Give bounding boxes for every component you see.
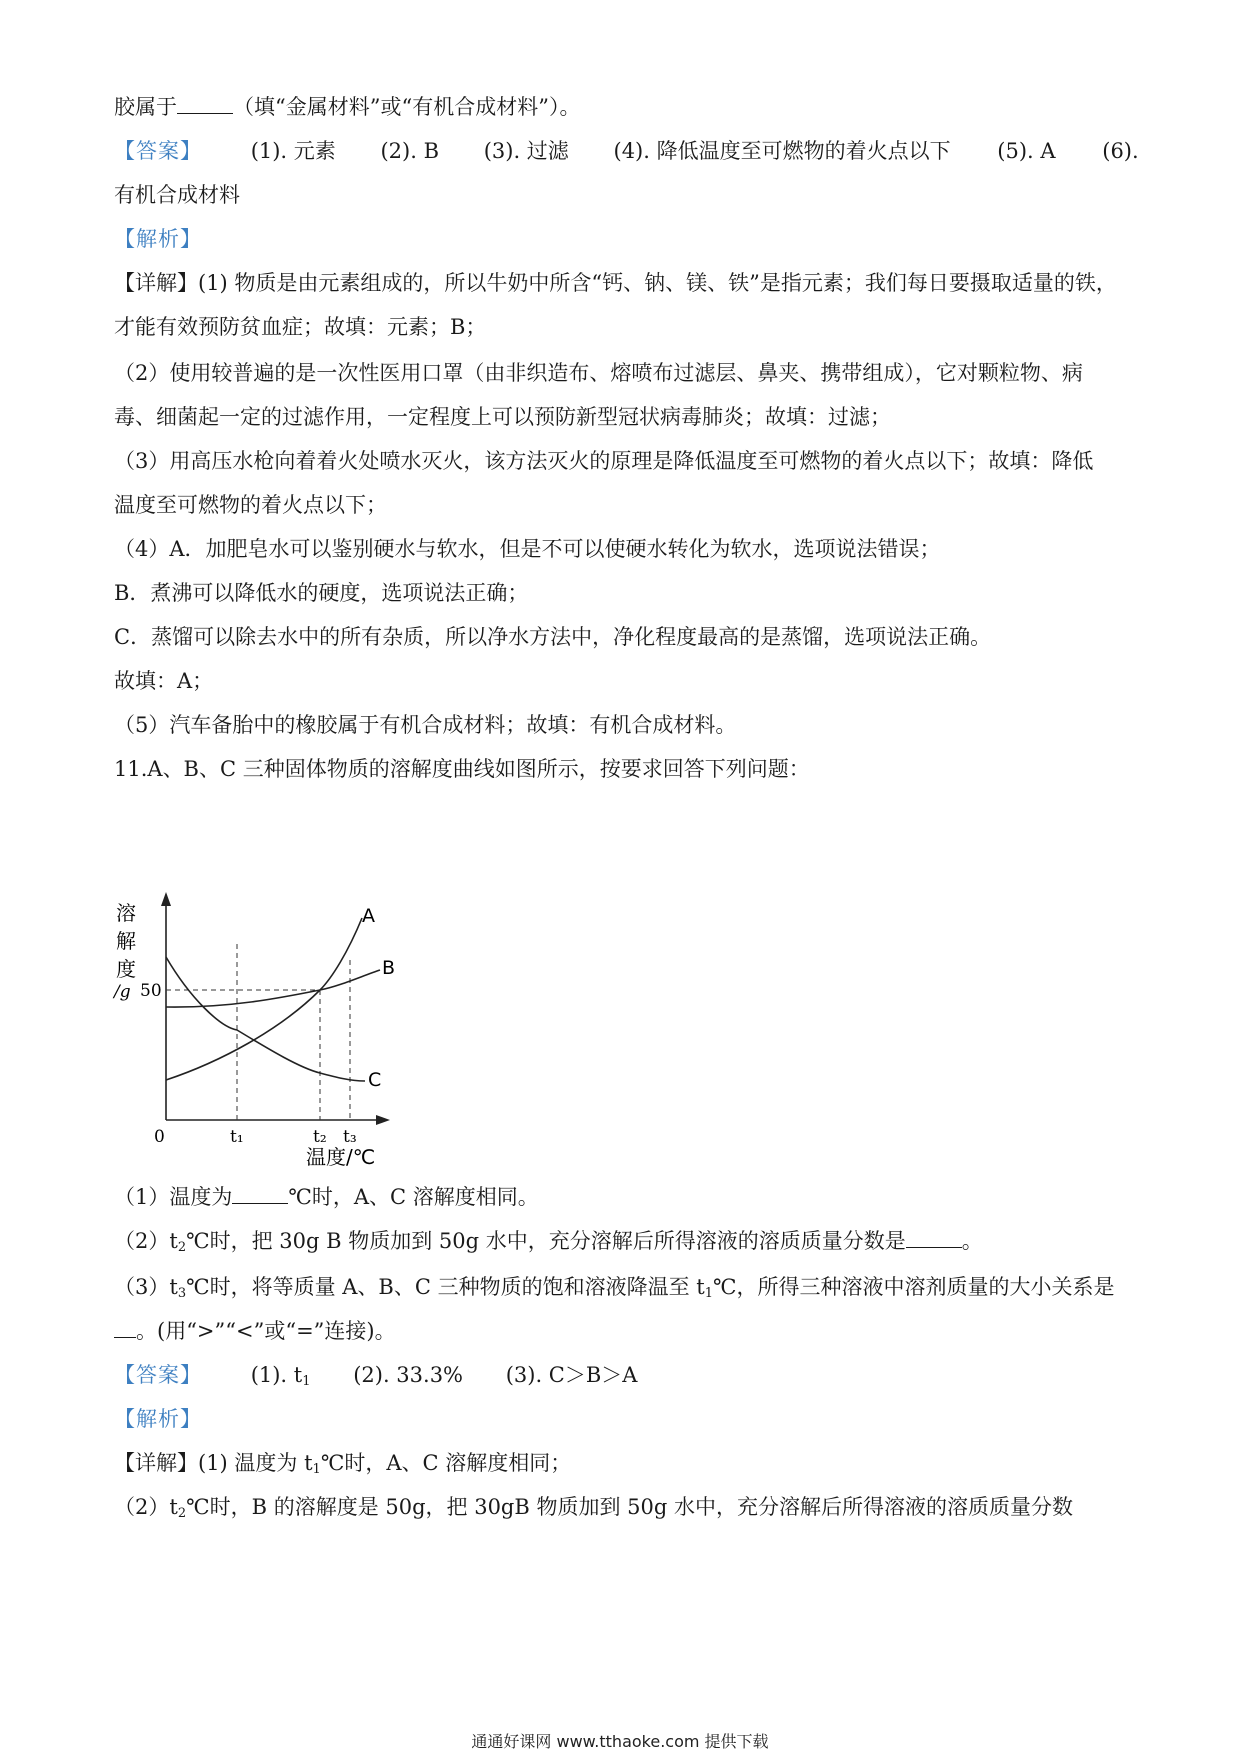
q10-answer-3: (3). 过滤 — [483, 139, 569, 163]
q11-detail-2-tail: ℃时，B 的溶解度是 50g，把 30gB 物质加到 50g 水中，充分溶解后所得溶液的溶质质量分数 — [186, 1495, 1073, 1519]
q10-detail-text: (1) 物质是由元素组成的，所以牛奶中所含“钙、钠、镁、铁”是指元素；我们每日要摄取适量的铁， — [198, 271, 1117, 295]
page-footer: 通通好课网 www.tthaoke.com 提供下载 — [471, 1732, 769, 1751]
q11-q2-text-tail: 。 — [961, 1229, 983, 1253]
q11-q2-text-mid: ℃时，把 30g B 物质加到 50g 水中，充分溶解后所得溶液的溶质质量分数是 — [186, 1229, 906, 1253]
q10-detail-line: 毒、细菌起一定的过滤作用，一定程度上可以预防新型冠状病毒肺炎；故填：过滤； — [114, 405, 891, 429]
subscript: 3 — [177, 1286, 187, 1301]
q10-answer-2: (2). B — [380, 139, 440, 163]
x-tick-t3: t₃ — [343, 1127, 357, 1147]
answer-blank — [114, 1317, 136, 1338]
y-axis-label-3: 度 — [116, 957, 136, 981]
q11-question-2 — [114, 1226, 983, 1263]
curve-b-label: B — [382, 957, 396, 979]
subscript: 1 — [312, 1462, 321, 1477]
detail-tag: 【详解】 — [114, 1451, 198, 1475]
curve-c — [166, 957, 365, 1081]
q11-answer-line — [114, 1360, 637, 1397]
q10-detail-line — [114, 268, 1117, 298]
answer-blank — [906, 1227, 962, 1248]
q11-q3-text-mid: ℃时，将等质量 A、B、C 三种物质的饱和溶液降温至 t — [186, 1275, 705, 1299]
q10-detail-line: B．煮沸可以降低水的硬度，选项说法正确； — [114, 581, 529, 605]
q10-answer-tail: 有机合成材料 — [114, 183, 240, 207]
q10-answer-4: (4). 降低温度至可燃物的着火点以下 — [613, 139, 951, 163]
q11-detail-line — [114, 1448, 571, 1485]
q11-question-3-cont — [114, 1316, 396, 1346]
q10-detail-line: （3）用高压水枪向着着火处喷水灭火，该方法灭火的原理是降低温度至可燃物的着火点以下；故填：降低 — [114, 449, 1094, 473]
subscript: 1 — [704, 1286, 713, 1301]
origin-label: 0 — [154, 1127, 165, 1147]
x-axis-label: 温度/℃ — [306, 1145, 376, 1169]
q11-q3-text-tail: 。(用“>”“<”或“=”连接)。 — [136, 1319, 396, 1343]
q11-q3-text: （3）t — [114, 1275, 178, 1299]
y-axis-label-unit: /g — [114, 982, 131, 1002]
curve-a-label: A — [362, 905, 375, 927]
q10-answer-1: (1). 元素 — [250, 139, 336, 163]
q11-answer-1 — [251, 1360, 311, 1397]
q10-detail-line: （2）使用较普遍的是一次性医用口罩（由非织造布、熔喷布过滤层、鼻夹、携带组成），它对颗粒物、病 — [114, 361, 1083, 385]
q10-answer-line — [114, 136, 1139, 166]
q10-detail-line: （5）汽车备胎中的橡胶属于有机合成材料；故填：有机合成材料。 — [114, 713, 737, 737]
subscript: 1 — [302, 1374, 311, 1389]
detail-tag: 【详解】 — [114, 271, 198, 295]
q10-fill-text: 胶属于 — [114, 95, 177, 119]
q11-answer-2: (2). 33.3% — [353, 1363, 464, 1387]
q10-detail-line: 故填：A； — [114, 669, 214, 693]
y-axis-arrow-icon — [161, 892, 171, 906]
q10-fill-line — [114, 92, 580, 122]
q10-answer-5: (5). A — [997, 139, 1056, 163]
solubility-chart — [110, 880, 430, 1170]
y-tick-50: 50 — [140, 981, 162, 1001]
x-tick-t1: t₁ — [230, 1127, 244, 1147]
q11-answer-1-text: (1). t — [250, 1363, 303, 1387]
q11-q3-text-mid2: ℃，所得三种溶液中溶剂质量的大小关系是 — [713, 1275, 1115, 1299]
subscript: 2 — [177, 1240, 187, 1255]
curve-c-label: C — [368, 1069, 382, 1091]
q11-detail-2: （2）t — [114, 1495, 178, 1519]
subscript: 2 — [177, 1506, 187, 1521]
answer-blank — [177, 93, 233, 114]
q11-q1-text: （1）温度为 — [114, 1185, 233, 1209]
q11-answer-3: (3). C＞B＞A — [505, 1363, 638, 1387]
y-axis-label-1: 溶 — [116, 901, 136, 925]
q11-question-1 — [114, 1182, 539, 1212]
q10-fill-hint: （填“金属材料”或“有机合成材料”）。 — [233, 95, 581, 119]
q10-detail-line: 才能有效预防贫血症；故填：元素；B； — [114, 315, 487, 339]
analysis-tag: 【解析】 — [114, 227, 202, 251]
q11-detail-line — [114, 1492, 1073, 1529]
q11-q1-text-tail: ℃时，A、C 溶解度相同。 — [288, 1185, 539, 1209]
q11-title: 11.A、B、C 三种固体物质的溶解度曲线如图所示，按要求回答下列问题： — [114, 757, 810, 781]
x-tick-t2: t₂ — [313, 1127, 327, 1147]
y-axis-label-2: 解 — [116, 929, 136, 953]
q10-detail-line: 温度至可燃物的着火点以下； — [114, 493, 387, 517]
answer-blank — [232, 1183, 288, 1204]
q11-detail-1: (1) 温度为 t — [198, 1451, 313, 1475]
analysis-tag: 【解析】 — [114, 1407, 202, 1431]
q10-detail-line: （4）A．加肥皂水可以鉴别硬水与软水，但是不可以使硬水转化为软水，选项说法错误； — [114, 537, 941, 561]
q10-detail-line: C．蒸馏可以除去水中的所有杂质，所以净水方法中，净化程度最高的是蒸馏，选项说法正确。 — [114, 625, 992, 649]
answer-tag: 【答案】 — [114, 1363, 202, 1387]
q11-q2-text: （2）t — [114, 1229, 178, 1253]
q10-answer-6: (6). — [1102, 139, 1139, 163]
answer-tag: 【答案】 — [114, 139, 202, 163]
q11-question-3 — [114, 1272, 1115, 1309]
q11-detail-1-tail: ℃时，A、C 溶解度相同； — [320, 1451, 572, 1475]
x-axis-arrow-icon — [376, 1115, 390, 1125]
